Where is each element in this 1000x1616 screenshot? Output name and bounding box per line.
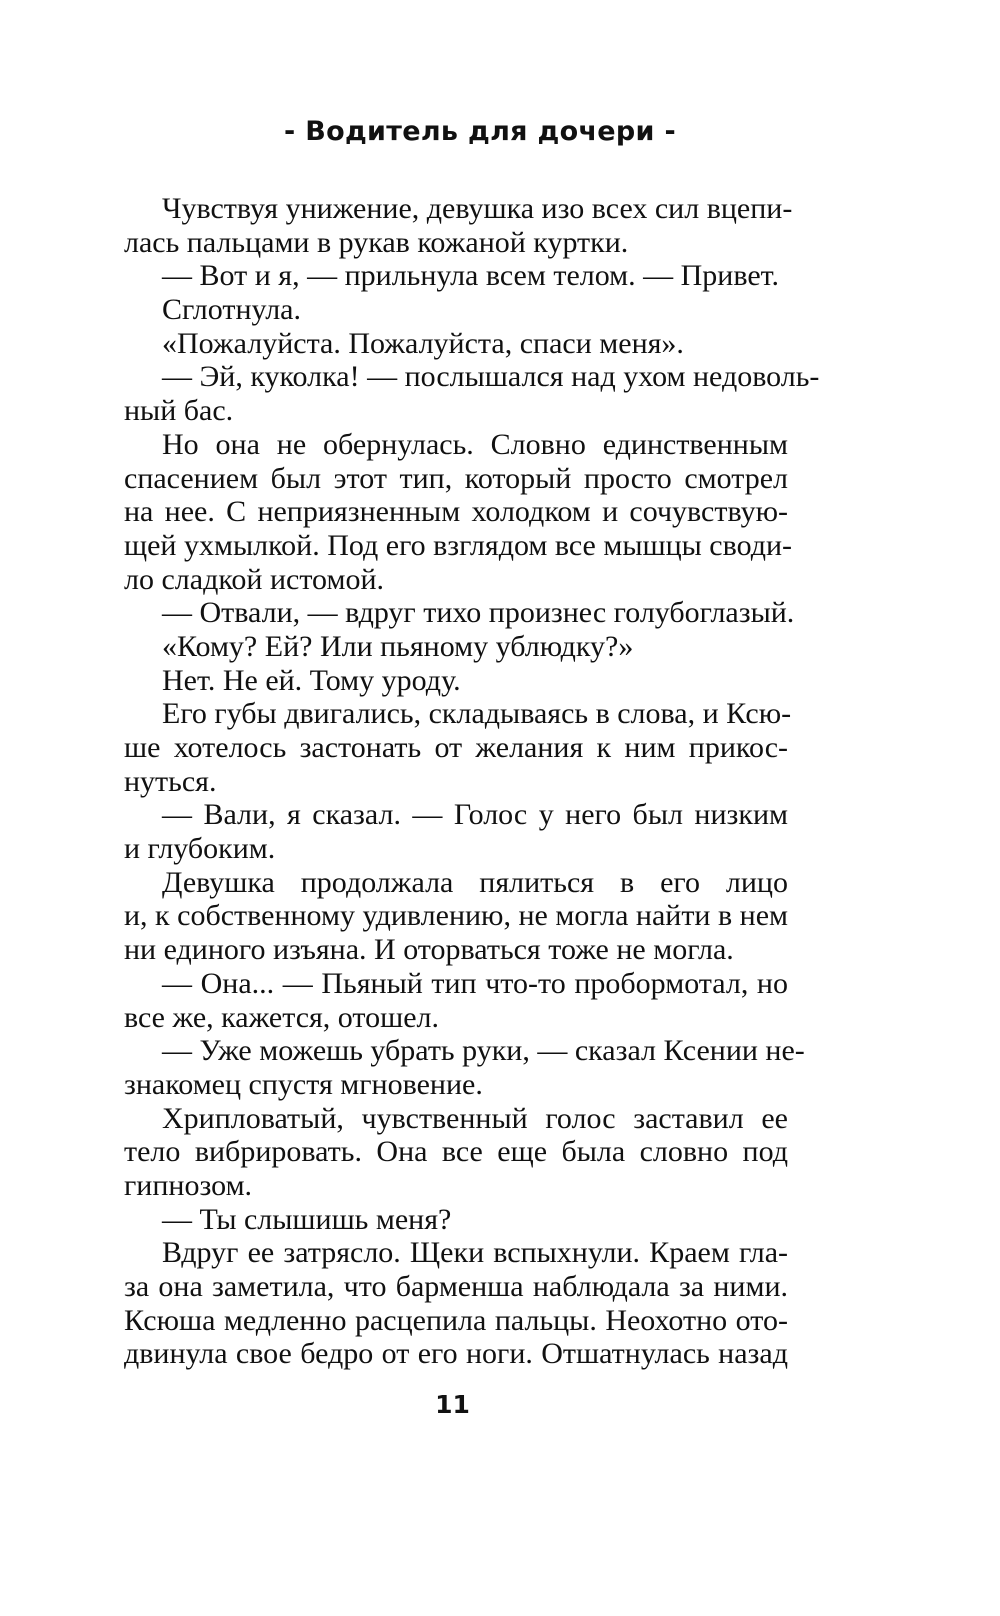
text-line: «Кому? Ей? Или пьяному ублюдку?» xyxy=(162,629,634,663)
text-line: спасением был этот тип, который просто смотрел xyxy=(124,461,788,495)
text-line: на нее. С неприязненным холодком и сочувствую- xyxy=(124,495,788,529)
text-line: Его губы двигались, складываясь в слова, и Ксю- xyxy=(162,697,792,731)
text-line: — Она... — Пьяный тип что-то пробормотал, но xyxy=(162,966,788,1000)
text-line: ше хотелось застонать от желания к ним прикос- xyxy=(124,731,788,764)
text-line: Но она не обернулась. Словно единственным xyxy=(162,427,788,461)
running-title: - Водитель для дочери - xyxy=(284,116,676,147)
text-line: Хрипловатый, чувственный голос заставил ее xyxy=(162,1101,788,1135)
text-line: двинула свое бедро от его ноги. Отшатнулась назад xyxy=(124,1337,788,1371)
text-line: гипнозом. xyxy=(124,1168,253,1202)
text-line: — Эй, куколка! — послышался над ухом недоволь- xyxy=(162,360,820,394)
text-line: «Пожалуйста. Пожалуйста, спаси меня». xyxy=(162,326,684,360)
text-line: лась пальцами в рукав кожаной куртки. xyxy=(124,225,629,259)
text-line: — Вот и я, — прильнула всем телом. — Привет. xyxy=(162,259,780,293)
text-line: за она заметила, что барменша наблюдала за ними. xyxy=(124,1270,788,1303)
text-line: ло сладкой истомой. xyxy=(124,562,384,596)
text-line: Сглотнула. xyxy=(162,293,301,327)
text-line: Вдруг ее затрясло. Щеки вспыхнули. Краем гла- xyxy=(162,1236,788,1270)
text-line: щей ухмылкой. Под его взглядом все мышцы своди- xyxy=(124,528,793,562)
body-text xyxy=(124,192,820,1371)
text-line: все же, кажется, отошел. xyxy=(124,1000,440,1034)
text-line: Нет. Не ей. Тому уроду. xyxy=(162,663,461,697)
text-line: Ксюша медленно расцепила пальцы. Неохотно ото- xyxy=(124,1303,788,1337)
text-line: тело вибрировать. Она все еще была словно под xyxy=(124,1135,788,1169)
text-line: — Вали, я сказал. — Голос у него был низким xyxy=(162,798,788,832)
page-number: 11 xyxy=(435,1390,470,1419)
text-line: и, к собственному удивлению, не могла найти в нем xyxy=(124,899,788,933)
text-line: знакомец спустя мгновение. xyxy=(124,1067,483,1101)
text-line: и глубоким. xyxy=(124,832,276,866)
text-line: ный бас. xyxy=(124,394,234,428)
text-line: Девушка продолжала пялиться в его лицо xyxy=(162,865,788,899)
text-line: Чувствуя унижение, девушка изо всех сил вцепи- xyxy=(162,192,793,225)
text-line: ни единого изъяна. И оторваться тоже не могла. xyxy=(124,933,734,967)
text-line: — Отвали, — вдруг тихо произнес голубоглазый. xyxy=(162,596,795,630)
text-line: — Уже можешь убрать руки, — сказал Ксении не- xyxy=(162,1034,805,1068)
text-line: нуться. xyxy=(124,764,217,798)
text-line: — Ты слышишь меня? xyxy=(162,1202,452,1236)
